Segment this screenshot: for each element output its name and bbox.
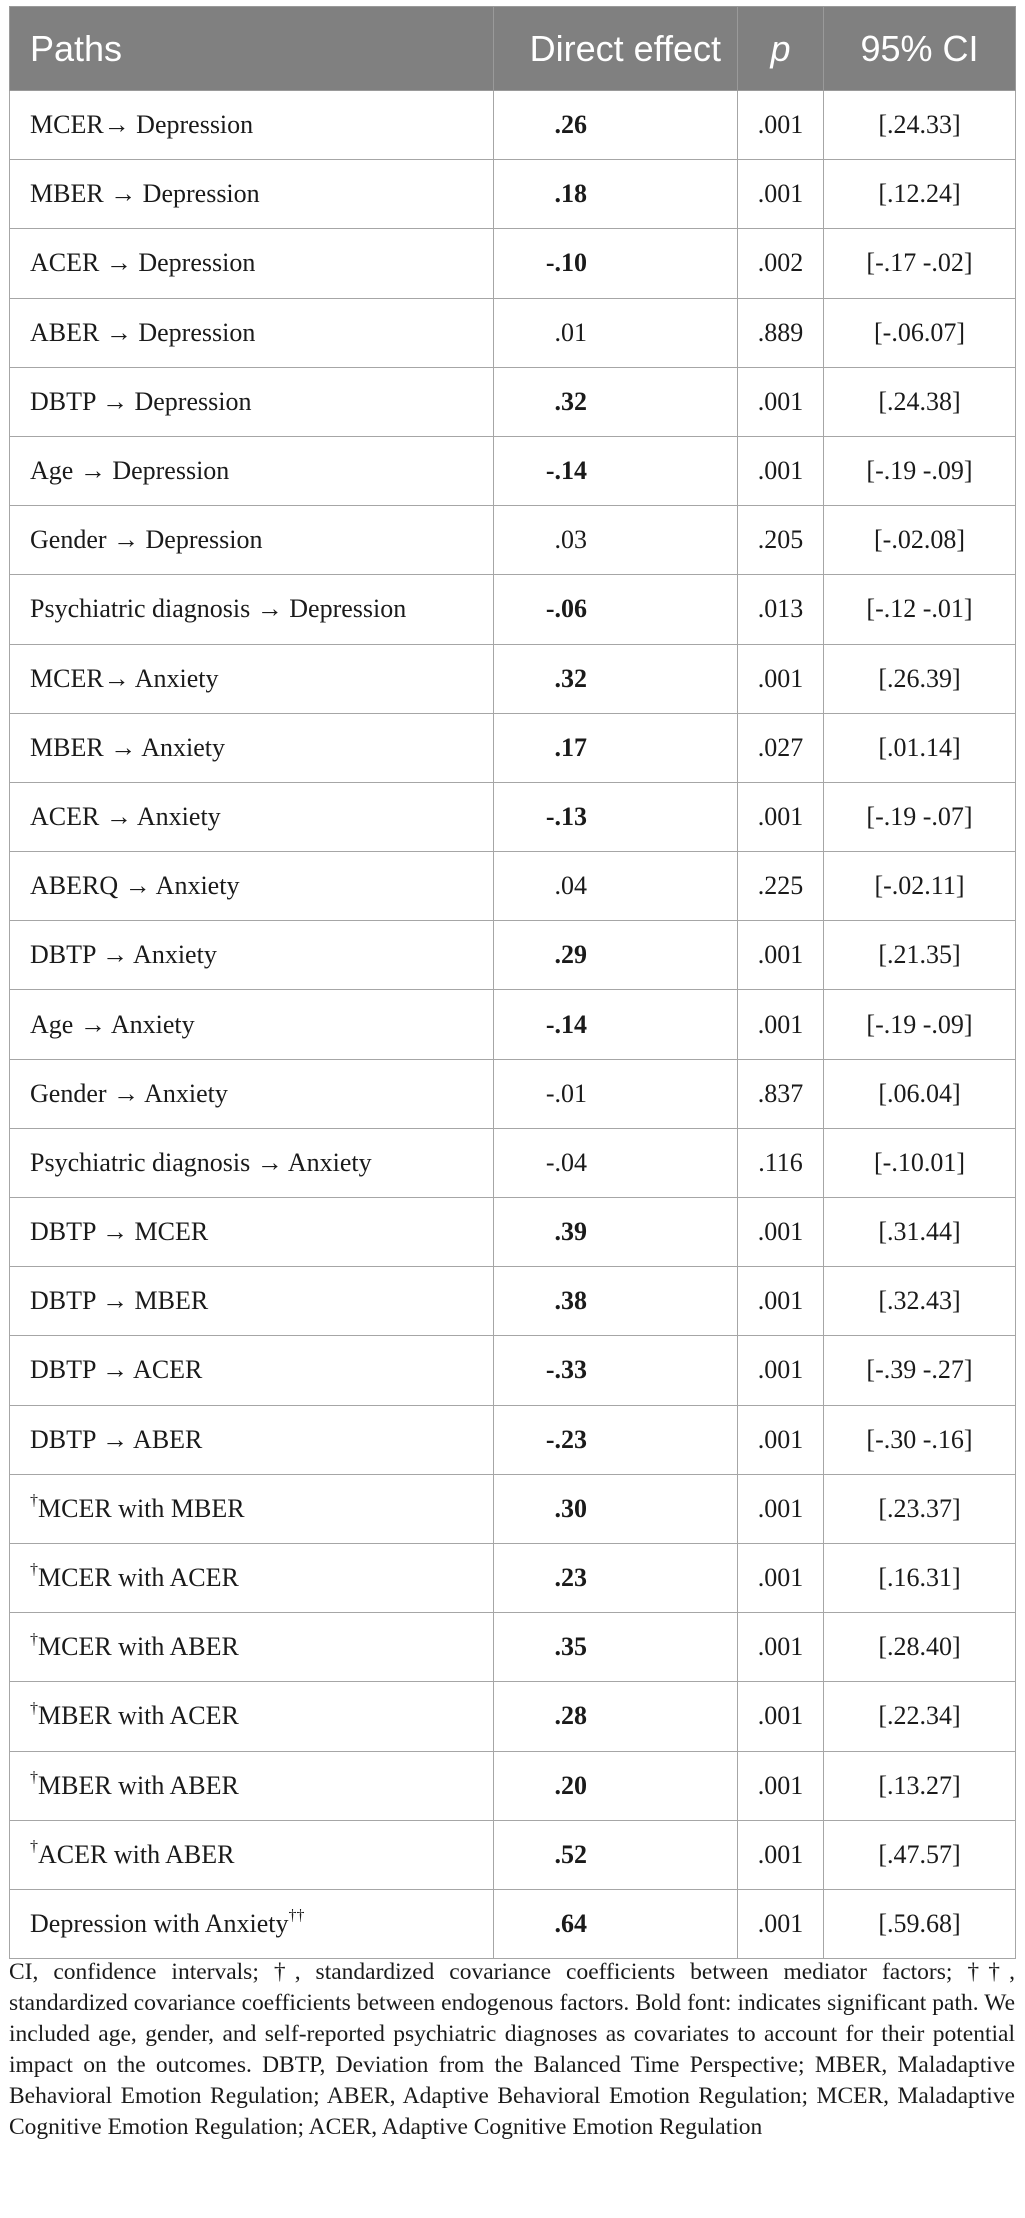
cell-direct-effect: .28: [494, 1682, 738, 1751]
cell-direct-effect: .30: [494, 1474, 738, 1543]
cell-path: [10, 367, 494, 436]
cell-confidence-interval: [-.19 -.09]: [824, 990, 1016, 1059]
path-label: MBER → Anxiety: [30, 732, 226, 762]
table-row: [10, 1543, 1016, 1612]
cell-direct-effect: .04: [494, 852, 738, 921]
cell-p-value: .001: [738, 1336, 824, 1405]
cell-confidence-interval: [.24.38]: [824, 367, 1016, 436]
cell-p-value: .001: [738, 782, 824, 851]
cell-p-value: .001: [738, 1682, 824, 1751]
path-label: MBER with ACER: [38, 1701, 239, 1731]
dagger-marker: †: [30, 1838, 38, 1856]
cell-path: [10, 782, 494, 851]
cell-path: [10, 921, 494, 990]
cell-direct-effect: .29: [494, 921, 738, 990]
cell-direct-effect: .64: [494, 1889, 738, 1958]
table-row: [10, 229, 1016, 298]
cell-direct-effect: -.33: [494, 1336, 738, 1405]
cell-p-value: .001: [738, 1198, 824, 1267]
cell-direct-effect: -.01: [494, 1059, 738, 1128]
cell-path: [10, 1682, 494, 1751]
cell-direct-effect: .17: [494, 713, 738, 782]
cell-path: [10, 1820, 494, 1889]
path-label: DBTP → ABER: [30, 1424, 203, 1454]
cell-direct-effect: -.14: [494, 436, 738, 505]
cell-p-value: .001: [738, 644, 824, 713]
cell-confidence-interval: [.24.33]: [824, 91, 1016, 160]
path-label: ABERQ → Anxiety: [30, 871, 240, 901]
cell-path: [10, 1474, 494, 1543]
cell-direct-effect: -.04: [494, 1128, 738, 1197]
table-row: [10, 1889, 1016, 1958]
path-label: ACER with ABER: [38, 1839, 235, 1869]
cell-direct-effect: .35: [494, 1613, 738, 1682]
cell-confidence-interval: [.23.37]: [824, 1474, 1016, 1543]
cell-direct-effect: .18: [494, 160, 738, 229]
cell-p-value: .001: [738, 1405, 824, 1474]
cell-p-value: .001: [738, 1474, 824, 1543]
cell-p-value: .001: [738, 436, 824, 505]
table-row: [10, 921, 1016, 990]
table-row: [10, 367, 1016, 436]
table-footnote: CI, confidence intervals; †, standardized covariance coefficients between mediator factors; ††, standardized covariance coefficients between endogenous factors. Bold font: indicates significant path. We included age, gender, and self-reported psychiatric diagnoses as covariates to account for their potential impact on the outcomes. DBTP, Deviation from the Balanced Time Perspective; MBER, Maladaptive Behavioral Emotion Regulation; ABER, Adaptive Behavioral Emotion Regulation; MCER, Maladaptive Cognitive Emotion Regulation; ACER, Adaptive Cognitive Emotion Regulation: [9, 1959, 1015, 2140]
table-row: [10, 644, 1016, 713]
table-row: [10, 1267, 1016, 1336]
cell-p-value: .001: [738, 1543, 824, 1612]
path-label: Gender → Anxiety: [30, 1078, 228, 1108]
header-confidence-interval: 95% CI: [824, 7, 1016, 91]
table-row: [10, 1820, 1016, 1889]
cell-path: [10, 1543, 494, 1612]
cell-path: [10, 1336, 494, 1405]
path-label: MCER→ Depression: [30, 110, 254, 140]
cell-path: [10, 1613, 494, 1682]
path-label: MBER → Depression: [30, 179, 260, 209]
path-label: Psychiatric diagnosis → Depression: [30, 594, 407, 624]
table-body: [10, 91, 1016, 1959]
cell-confidence-interval: [-.39 -.27]: [824, 1336, 1016, 1405]
cell-p-value: .027: [738, 713, 824, 782]
cell-path: [10, 575, 494, 644]
cell-confidence-interval: [.12.24]: [824, 160, 1016, 229]
table-row: [10, 1198, 1016, 1267]
cell-p-value: .001: [738, 160, 824, 229]
cell-direct-effect: .39: [494, 1198, 738, 1267]
table-row: [10, 1682, 1016, 1751]
cell-p-value: .001: [738, 1267, 824, 1336]
table-row: [10, 91, 1016, 160]
cell-p-value: .001: [738, 1751, 824, 1820]
cell-path: [10, 298, 494, 367]
cell-direct-effect: .52: [494, 1820, 738, 1889]
table-row: [10, 575, 1016, 644]
path-label: ABER → Depression: [30, 317, 256, 347]
cell-confidence-interval: [.22.34]: [824, 1682, 1016, 1751]
table-row: [10, 1405, 1016, 1474]
cell-confidence-interval: [-.19 -.07]: [824, 782, 1016, 851]
cell-confidence-interval: [.06.04]: [824, 1059, 1016, 1128]
table-row: [10, 852, 1016, 921]
cell-path: [10, 644, 494, 713]
dagger-marker: †: [30, 1699, 38, 1717]
table-row: [10, 1613, 1016, 1682]
cell-path: [10, 229, 494, 298]
header-direct-effect: Direct effect: [494, 7, 738, 91]
cell-direct-effect: -.10: [494, 229, 738, 298]
cell-direct-effect: .38: [494, 1267, 738, 1336]
cell-confidence-interval: [-.06.07]: [824, 298, 1016, 367]
cell-confidence-interval: [.21.35]: [824, 921, 1016, 990]
cell-path: [10, 160, 494, 229]
cell-direct-effect: .26: [494, 91, 738, 160]
path-label: Psychiatric diagnosis → Anxiety: [30, 1147, 372, 1177]
path-label: MCER with MBER: [38, 1493, 245, 1523]
cell-confidence-interval: [.26.39]: [824, 644, 1016, 713]
path-label: DBTP → Anxiety: [30, 940, 217, 970]
cell-path: [10, 506, 494, 575]
path-label: ACER → Anxiety: [30, 801, 221, 831]
cell-direct-effect: .32: [494, 367, 738, 436]
cell-direct-effect: .20: [494, 1751, 738, 1820]
cell-p-value: .001: [738, 367, 824, 436]
table-row: [10, 506, 1016, 575]
table-header: [10, 7, 1016, 91]
path-label: DBTP → ACER: [30, 1355, 203, 1385]
cell-direct-effect: -.13: [494, 782, 738, 851]
results-table: [9, 6, 1016, 1959]
cell-confidence-interval: [.16.31]: [824, 1543, 1016, 1612]
path-label: DBTP → Depression: [30, 386, 252, 416]
path-label: MCER→ Anxiety: [30, 663, 219, 693]
cell-path: [10, 713, 494, 782]
cell-direct-effect: -.06: [494, 575, 738, 644]
cell-path: [10, 436, 494, 505]
cell-p-value: .205: [738, 506, 824, 575]
cell-p-value: .001: [738, 1820, 824, 1889]
cell-confidence-interval: [.13.27]: [824, 1751, 1016, 1820]
table-row: [10, 1751, 1016, 1820]
cell-confidence-interval: [.31.44]: [824, 1198, 1016, 1267]
cell-confidence-interval: [.01.14]: [824, 713, 1016, 782]
cell-confidence-interval: [-.30 -.16]: [824, 1405, 1016, 1474]
cell-path: [10, 1405, 494, 1474]
dagger-marker: †: [30, 1768, 38, 1786]
path-label: Depression with Anxiety: [30, 1908, 289, 1938]
cell-p-value: .001: [738, 1613, 824, 1682]
path-label: Age → Depression: [30, 456, 230, 486]
cell-path: [10, 1267, 494, 1336]
dagger-marker: †: [30, 1492, 38, 1510]
header-p-value: p: [738, 7, 824, 91]
table-row: [10, 436, 1016, 505]
path-label: Gender → Depression: [30, 525, 263, 555]
cell-confidence-interval: [.28.40]: [824, 1613, 1016, 1682]
path-label: MCER with ACER: [38, 1563, 239, 1593]
cell-p-value: .837: [738, 1059, 824, 1128]
cell-path: [10, 852, 494, 921]
table-row: [10, 1336, 1016, 1405]
cell-p-value: .001: [738, 990, 824, 1059]
table-row: [10, 298, 1016, 367]
header-row: [10, 7, 1016, 91]
cell-confidence-interval: [.32.43]: [824, 1267, 1016, 1336]
table-row: [10, 160, 1016, 229]
cell-confidence-interval: [-.17 -.02]: [824, 229, 1016, 298]
path-label: DBTP → MCER: [30, 1217, 209, 1247]
cell-path: [10, 1889, 494, 1958]
cell-confidence-interval: [.59.68]: [824, 1889, 1016, 1958]
path-label: DBTP → MBER: [30, 1286, 209, 1316]
cell-p-value: .013: [738, 575, 824, 644]
cell-confidence-interval: [-.19 -.09]: [824, 436, 1016, 505]
cell-direct-effect: .32: [494, 644, 738, 713]
cell-path: [10, 91, 494, 160]
cell-direct-effect: .03: [494, 506, 738, 575]
cell-confidence-interval: [-.02.11]: [824, 852, 1016, 921]
dagger-marker: †: [30, 1630, 38, 1648]
cell-path: [10, 1751, 494, 1820]
cell-p-value: .001: [738, 91, 824, 160]
table-row: [10, 1128, 1016, 1197]
cell-p-value: .889: [738, 298, 824, 367]
cell-path: [10, 1059, 494, 1128]
cell-p-value: .002: [738, 229, 824, 298]
table-row: [10, 713, 1016, 782]
cell-path: [10, 1128, 494, 1197]
cell-path: [10, 990, 494, 1059]
cell-p-value: .001: [738, 921, 824, 990]
cell-p-value: .225: [738, 852, 824, 921]
cell-direct-effect: -.14: [494, 990, 738, 1059]
path-label: ACER → Depression: [30, 248, 256, 278]
cell-p-value: .116: [738, 1128, 824, 1197]
header-paths: Paths: [10, 7, 494, 91]
table-row: [10, 1059, 1016, 1128]
cell-path: [10, 1198, 494, 1267]
path-label: Age → Anxiety: [30, 1009, 195, 1039]
cell-confidence-interval: [-.10.01]: [824, 1128, 1016, 1197]
table-row: [10, 782, 1016, 851]
cell-direct-effect: .01: [494, 298, 738, 367]
dagger-marker: †: [30, 1561, 38, 1579]
table-row: [10, 990, 1016, 1059]
cell-confidence-interval: [-.12 -.01]: [824, 575, 1016, 644]
path-label: MCER with ABER: [38, 1632, 239, 1662]
path-label: MBER with ABER: [38, 1770, 239, 1800]
table-row: [10, 1474, 1016, 1543]
cell-direct-effect: -.23: [494, 1405, 738, 1474]
cell-confidence-interval: [-.02.08]: [824, 506, 1016, 575]
double-dagger-marker: ††: [288, 1907, 305, 1925]
cell-p-value: .001: [738, 1889, 824, 1958]
cell-confidence-interval: [.47.57]: [824, 1820, 1016, 1889]
cell-direct-effect: .23: [494, 1543, 738, 1612]
